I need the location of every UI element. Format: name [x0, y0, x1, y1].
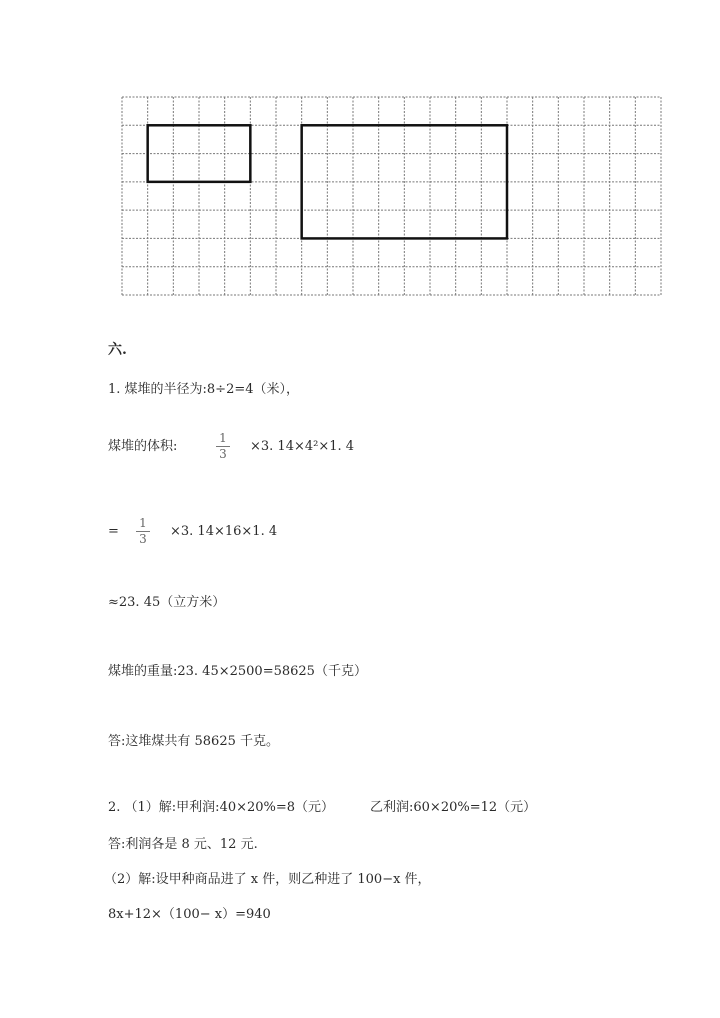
- q1-volume-expression: ×3. 14×4²×1. 4: [250, 439, 355, 454]
- q1-approx-line: ≈23. 45（立方米）: [108, 595, 226, 610]
- q2-part2-line: （2）解:设甲种商品进了 x 件，则乙种进了 100−x 件，: [104, 872, 431, 887]
- q2-answer1-line: 答:利润各是 8 元、12 元.: [108, 837, 258, 852]
- q1-volume-label: 煤堆的体积:: [108, 439, 178, 454]
- q1-equals-sign: =: [108, 524, 119, 539]
- grid-diagram: [0, 0, 720, 320]
- fraction-one-third: 1 3: [216, 432, 230, 461]
- q2-part1-jia: 2. （1）解:甲利润:40×20%=8（元）: [108, 800, 335, 815]
- section-title: 六.: [108, 342, 127, 358]
- q1-radius-line: 1. 煤堆的半径为:8÷2=4（米），: [108, 382, 300, 397]
- q2-equation-line: 8x+12×（100− x）=940: [108, 907, 271, 922]
- fraction-one-third: 1 3: [136, 517, 150, 546]
- q2-part1-yi: 乙利润:60×20%=12（元）: [370, 800, 537, 815]
- q1-answer-line: 答:这堆煤共有 58625 千克。: [108, 734, 279, 749]
- q1-weight-line: 煤堆的重量:23. 45×2500=58625（千克）: [108, 664, 367, 679]
- q1-eq-expression: ×3. 14×16×1. 4: [170, 524, 278, 539]
